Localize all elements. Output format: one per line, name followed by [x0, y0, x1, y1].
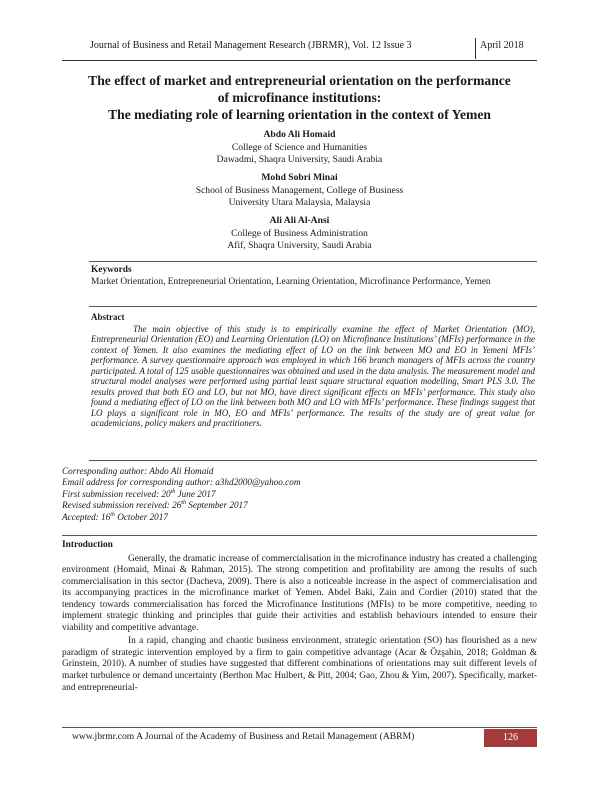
- introduction-paragraph-1: Generally, the dramatic increase of commercialisation in the microfinance industry has created a challenging environment (Homaid, Minai & Rahman, 2015). The strong competition and profitability are among the results of such commercialisation in this sector (Dacheva, 2009). There is also a noticeable increase in the aspect of commercialisation and its accompanying practices in the microfinance market of Yemen. Abdel Baki, Zain and Cordier (2010) stated that the tendency towards commercialisation has forced the Microfinance Institutions (MFIs) to be more competitive, needing to implement strategic thinking and principles that guide their activities and establish behaviours intended to ensure their viability and competitive advantage.: [62, 553, 537, 633]
- title-line-2: of microfinance institutions:: [217, 90, 382, 105]
- revised-submission: [62, 500, 362, 511]
- author-affiliation: University Utara Malaysia, Malaysia: [228, 197, 371, 209]
- keywords-section: [91, 264, 535, 288]
- author-affiliation: School of Business Management, College of Business: [195, 184, 404, 196]
- introduction-heading: Introduction: [62, 540, 113, 550]
- footer-text: www.jbrmr.com A Journal of the Academy of Business and Retail Management (ABRM): [72, 731, 415, 742]
- abstract-heading: Abstract: [91, 312, 125, 322]
- page-number: 126: [484, 729, 537, 747]
- author-name: Ali Ali Al-Ansi: [269, 215, 330, 226]
- abstract-section: [91, 312, 535, 429]
- first-submission-text: First submission received: 20: [62, 488, 171, 499]
- accepted-date: [62, 512, 362, 523]
- issue-date: April 2018: [480, 40, 524, 51]
- author-name: Abdo Ali Homaid: [263, 129, 336, 140]
- accepted-text: Accepted: 16: [62, 511, 111, 522]
- author-affiliation: College of Business Administration: [231, 227, 368, 239]
- author-affiliation: Afif, Shaqra University, Saudi Arabia: [227, 240, 372, 252]
- author-block-2: [62, 172, 537, 210]
- correspondence-block: [62, 466, 362, 523]
- author-affiliation: College of Science and Humanities: [231, 141, 368, 153]
- footer-rule: [62, 727, 537, 728]
- author-block-1: [62, 129, 537, 167]
- keywords-heading: Keywords: [91, 265, 132, 275]
- keywords-top-rule: [89, 261, 537, 262]
- header-divider: [475, 38, 476, 59]
- revised-submission-ordinal: th: [181, 500, 186, 507]
- keywords-bottom-rule: [89, 306, 537, 307]
- first-submission: [62, 489, 362, 500]
- introduction-paragraph-2: In a rapid, changing and chaotic business environment, strategic orientation (SO) has flourished as a new paradigm of strategic intervention employed by a firm to gain competitive advantage (Acar & Özşahin, 2018; Goldman & Grinstein, 2010). A number of studies have suggested that different combinations of orientations may suit different levels of market turbulence or demand uncertainty (Berthon Mac Hulbert, & Pitt, 2004; Gao, Zhou & Yim, 2007). Specifically, market- and entrepreneurial-: [62, 636, 537, 693]
- first-submission-month: June 2017: [175, 488, 216, 499]
- revised-submission-text: Revised submission received: 26: [62, 500, 182, 511]
- keywords-text: Market Orientation, Entrepreneurial Orientation, Learning Orientation, Microfinance Performance, Yemen: [91, 277, 491, 287]
- title-line-3: The mediating role of learning orientation in the context of Yemen: [108, 107, 491, 122]
- accepted-month: October 2017: [114, 511, 168, 522]
- correspondence-bottom-rule: [62, 535, 537, 536]
- corresponding-author: Corresponding author: Abdo Ali Homaid: [62, 466, 214, 476]
- accepted-ordinal: th: [110, 511, 115, 518]
- introduction-section: [62, 540, 537, 694]
- author-affiliation: Dawadmi, Shaqra University, Saudi Arabia: [216, 154, 383, 166]
- revised-submission-month: September 2017: [186, 500, 248, 511]
- running-header: [62, 40, 537, 61]
- journal-name: Journal of Business and Retail Management Research (JBRMR), Vol. 12 Issue 3: [90, 40, 412, 51]
- abstract-bottom-rule: [89, 460, 537, 461]
- page-footer: [62, 729, 537, 747]
- author-block-3: [62, 215, 537, 253]
- author-name: Mohd Sobri Minai: [261, 172, 338, 183]
- paper-title: [62, 72, 537, 123]
- abstract-text: The main objective of this study is to empirically examine the effect of Market Orientation (MO), Entrepreneurial Orientation (EO) and Learning Orientation (LO) on Microfinance Institutions’ (MFIs) performance in the context of Yemen. It also examines the mediating effect of LO on the link between MO and EO in Yemeni MFIs’ performance. A survey questionnaire approach was employed in which 166 branch managers of MFIs across the country participated. A total of 125 usable questionnaires was obtained and used in the data analysis. The measurement model and structural model analyses were performed using partial least square structural equation modelling, Smart PLS 3.0. The results proved that both EO and LO, but not MO, have direct significant effects on MFIs’ performance. This study also found a mediating effect of LO on the link between both MO and LO with MFIs’ performance. These findings suggest that LO plays a significant role in MO, EO and MFIs’ performance. The results of the study are of great value for academicians, policy makers and practitioners.: [91, 323, 535, 429]
- first-submission-ordinal: th: [170, 488, 176, 495]
- title-line-1: The effect of market and entrepreneurial orientation on the performance: [88, 73, 511, 88]
- corresponding-email: Email address for corresponding author: a3hd2000@yahoo.com: [62, 477, 301, 488]
